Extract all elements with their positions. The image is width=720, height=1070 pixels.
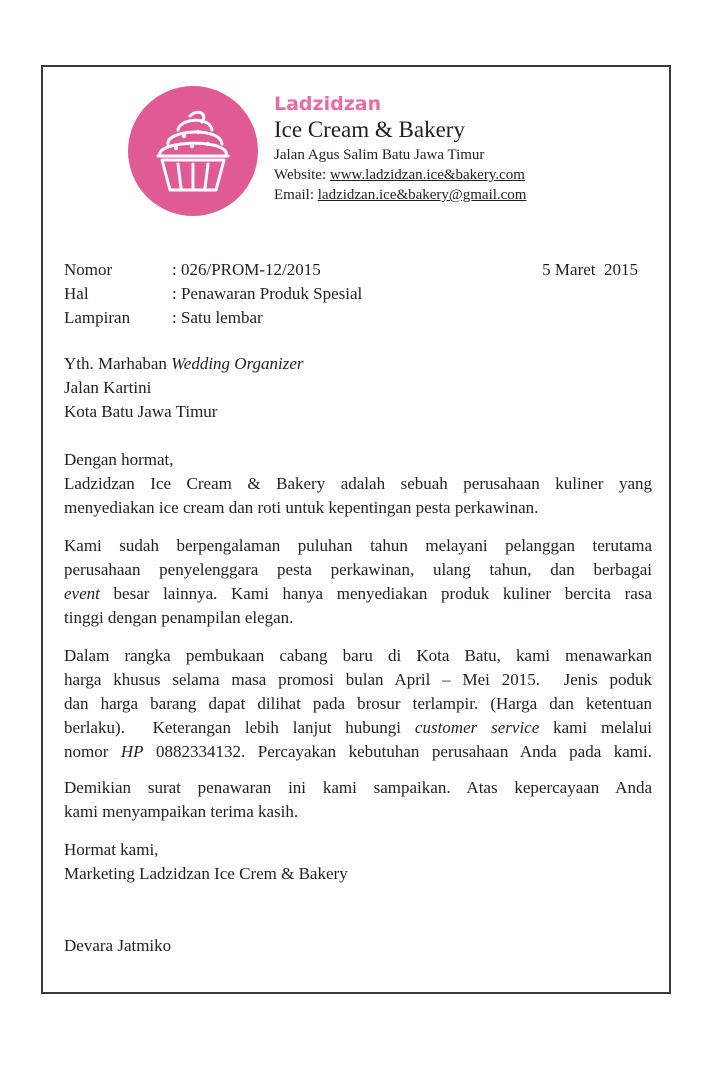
p2-line-3-rest: besar lainnya. Kami hanya menyediakan produk kuliner bercita rasa xyxy=(99,584,652,603)
paragraph-4 xyxy=(64,776,652,824)
nomor-label: Nomor xyxy=(64,260,113,279)
p3-line-1: Dalam rangka pembukaan cabang baru di Kota Batu, kami menawarkan xyxy=(64,646,652,665)
p4-line-2: kami menyampaikan terima kasih. xyxy=(64,802,299,821)
email-link[interactable]: ladzidzan.ice&bakery@gmail.com xyxy=(317,187,527,203)
closing-salutation: Hormat kami, xyxy=(64,840,159,859)
website-link[interactable]: www.ladzidzan.ice&bakery.com xyxy=(329,167,525,183)
p4-line-1: Demikian surat penawaran ini kami sampaikan. Atas kepercayaan Anda xyxy=(64,778,652,797)
website-label: Website: xyxy=(274,167,330,183)
p3-line-4-a: berlaku). Keterangan lebih lanjut hubungi xyxy=(64,718,415,737)
p2-line-4: tinggi dengan penampilan elegan. xyxy=(64,608,294,627)
recipient-city: Kota Batu Jawa Timur xyxy=(64,402,218,421)
email-label: Email: xyxy=(274,187,318,203)
signer-block xyxy=(64,934,652,958)
brand-address: Jalan Agus Salim Batu Jawa Timur xyxy=(274,147,485,163)
recipient-block xyxy=(64,352,652,424)
greeting: Dengan hormat, xyxy=(64,450,174,469)
letterhead xyxy=(274,93,526,205)
p2-line-3 xyxy=(64,582,652,606)
p3-line-5 xyxy=(64,740,652,764)
nomor-value: : 026/PROM-12/2015 xyxy=(172,260,321,279)
p2-line-2: perusahaan penyelenggara pesta perkawinan, ulang tahun, dan berbagai xyxy=(64,560,652,579)
p3-line-5-a: nomor xyxy=(64,742,121,761)
hal-value: : Penawaran Produk Spesial xyxy=(172,284,363,303)
p3-line-4-b: kami melalui xyxy=(539,718,652,737)
closing-block xyxy=(64,838,652,886)
p2-line-1: Kami sudah berpengalaman puluhan tahun melayani pelanggan terutama xyxy=(64,536,652,555)
p1-line-2: menyediakan ice cream dan roti untuk kepentingan pesta perkawinan. xyxy=(64,498,539,517)
brand-website xyxy=(274,165,526,185)
closing-department: Marketing Ladzidzan Ice Crem & Bakery xyxy=(64,864,348,883)
paragraph-2 xyxy=(64,534,652,630)
p1-line-1: Ladzidzan Ice Cream & Bakery adalah sebuah perusahaan kuliner yang xyxy=(64,474,652,493)
brand-name: Ladzidzan xyxy=(274,93,382,115)
p3-line-4 xyxy=(64,716,652,740)
lampiran-label: Lampiran xyxy=(64,308,131,327)
recipient-name xyxy=(64,352,652,376)
paragraph-1 xyxy=(64,448,652,520)
p3-line-2: harga khusus selama masa promosi bulan April – Mei 2015. Jenis poduk xyxy=(64,670,652,689)
p2-event-word: event xyxy=(64,584,100,603)
signer-name: Devara Jatmiko xyxy=(64,936,172,955)
letter-date: 5 Maret 2015 xyxy=(542,260,638,279)
recipient-prefix: Yth. Marhaban xyxy=(64,354,172,373)
hal-label: Hal xyxy=(64,284,89,303)
recipient-org: Wedding Organizer xyxy=(171,354,304,373)
recipient-street: Jalan Kartini xyxy=(64,378,152,397)
brand-email xyxy=(274,185,526,205)
p3-hp: HP xyxy=(120,742,144,761)
p3-line-3: dan harga barang dapat dilihat pada brosur terlampir. (Harga dan ketentuan xyxy=(64,694,652,713)
paragraph-3 xyxy=(64,644,652,764)
p3-line-5-b: 0882334132. Percayakan kebutuhan perusahaan Anda pada kami. xyxy=(143,742,652,761)
cupcake-icon xyxy=(128,86,258,216)
p3-customer-service: customer service xyxy=(414,718,540,737)
lampiran-value: : Satu lembar xyxy=(172,308,263,327)
brand-subtitle: Ice Cream & Bakery xyxy=(274,117,465,142)
